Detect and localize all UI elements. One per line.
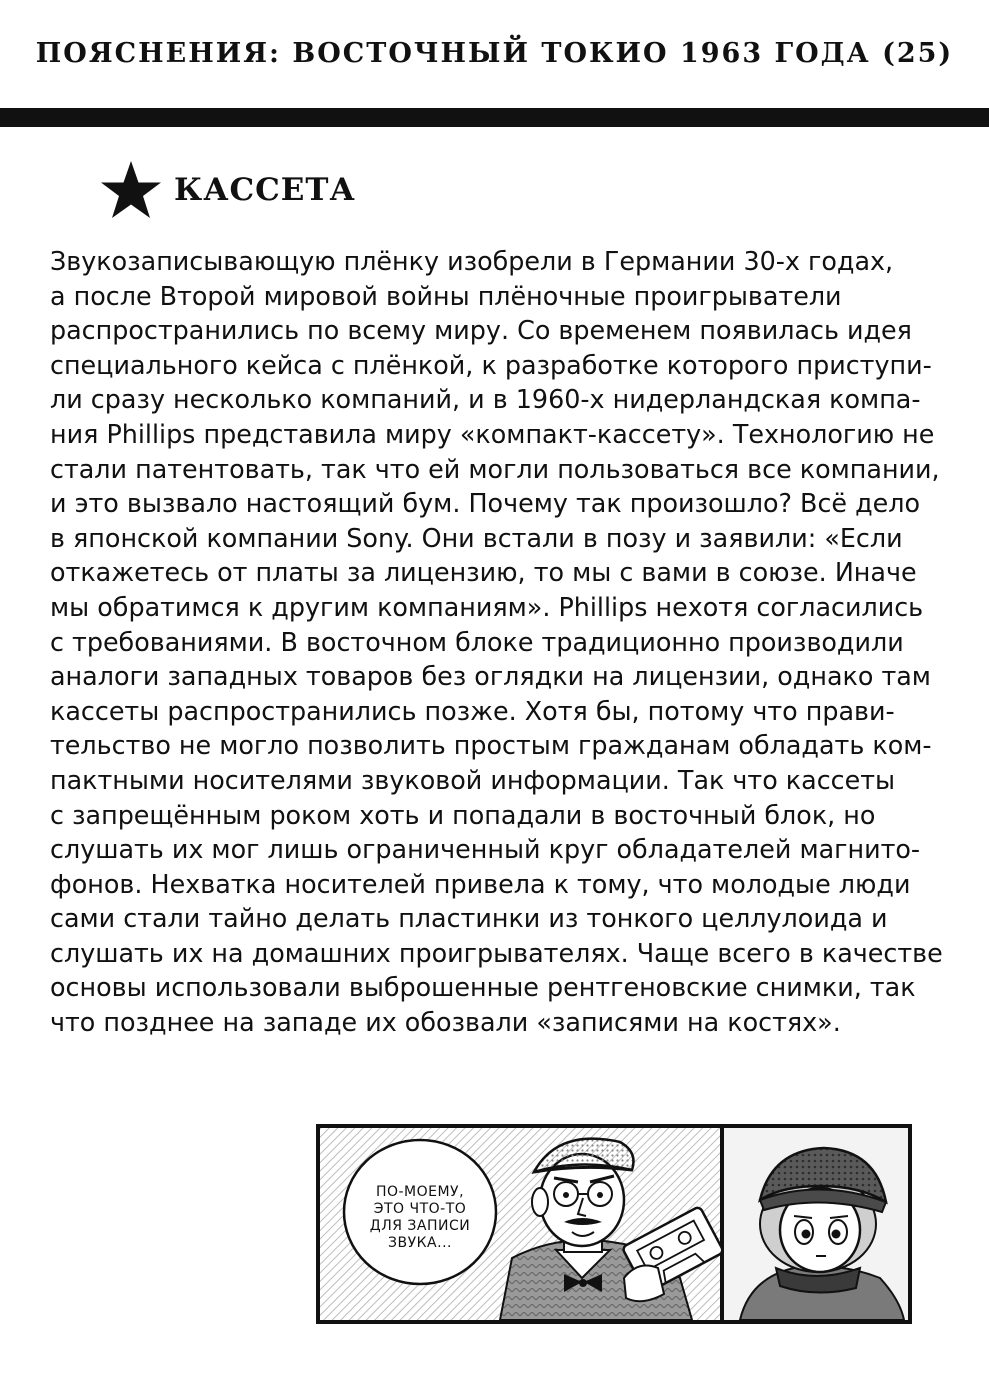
header-divider bbox=[0, 108, 989, 127]
body-line: распространились по всему миру. Со временем появилась идея bbox=[50, 315, 912, 346]
article-body bbox=[50, 244, 950, 1040]
body-line: с запрещённым роком хоть и попадали в восточный блок, но bbox=[50, 799, 876, 830]
body-line: специального кейса с плёнкой, к разработке которого приступи- bbox=[50, 349, 932, 380]
page-title: ПОЯСНЕНИЯ: ВОСТОЧНЫЙ ТОКИО 1963 ГОДА (25) bbox=[35, 38, 954, 69]
body-line: Звукозаписывающую плёнку изобрели в Германии 30-х годах, bbox=[50, 246, 894, 276]
section-heading bbox=[100, 160, 356, 220]
star-icon bbox=[100, 160, 162, 220]
body-line: ния Phillips представила миру «компакт-кассету». Технологию не bbox=[50, 418, 935, 449]
speech-line: ЗВУКА... bbox=[388, 1235, 452, 1251]
body-line: ли сразу несколько компаний, и в 1960-х нидерландская компа- bbox=[50, 384, 921, 415]
body-line: мы обратимся к другим компаниям». Phillips нехотя согласились bbox=[50, 591, 924, 622]
body-line: стали патентовать, так что ей могли пользоваться все компании, bbox=[50, 453, 940, 484]
body-line: с требованиями. В восточном блоке традиционно производили bbox=[50, 626, 904, 657]
body-line: в японской компании Sony. Они встали в позу и заявили: «Если bbox=[50, 522, 903, 553]
body-line: и это вызвало настоящий бум. Почему так произошло? Всё дело bbox=[50, 488, 921, 519]
speech-line: ПО-МОЕМУ, bbox=[375, 1184, 465, 1200]
body-line: основы использовали выброшенные рентгеновские снимки, так bbox=[50, 972, 916, 1003]
body-line: аналоги западных товаров без оглядки на лицензии, однако там bbox=[50, 661, 931, 692]
body-line: слушать их на домашних проигрывателях. Чаще всего в качестве bbox=[50, 937, 943, 968]
body-line: а после Второй мировой войны плёночные проигрыватели bbox=[50, 280, 842, 311]
manga-panel bbox=[316, 1124, 912, 1324]
body-line: откажетесь от платы за лицензию, то мы с вами в союзе. Иначе bbox=[50, 557, 917, 588]
section-title: КАССЕТА bbox=[174, 172, 356, 208]
body-line: сами стали тайно делать пластинки из тонкого целлулоида и bbox=[50, 903, 888, 934]
speech-bubble-text bbox=[360, 1184, 480, 1252]
body-line: кассеты распространились позже. Хотя бы, потому что прави- bbox=[50, 695, 895, 726]
speech-line: ДЛЯ ЗАПИСИ bbox=[369, 1218, 471, 1234]
body-line: фонов. Нехватка носителей привела к тому, что молодые люди bbox=[50, 868, 911, 899]
page-header bbox=[0, 0, 989, 110]
body-line: что позднее на западе их обозвали «записями на костях». bbox=[50, 1007, 841, 1038]
body-line: тельство не могло позволить простым гражданам обладать ком- bbox=[50, 730, 932, 761]
body-line: пактными носителями звуковой информации. Так что кассеты bbox=[50, 764, 896, 795]
body-line: слушать их мог лишь ограниченный круг обладателей магнито- bbox=[50, 834, 921, 865]
speech-line: ЭТО ЧТО-ТО bbox=[373, 1201, 467, 1217]
